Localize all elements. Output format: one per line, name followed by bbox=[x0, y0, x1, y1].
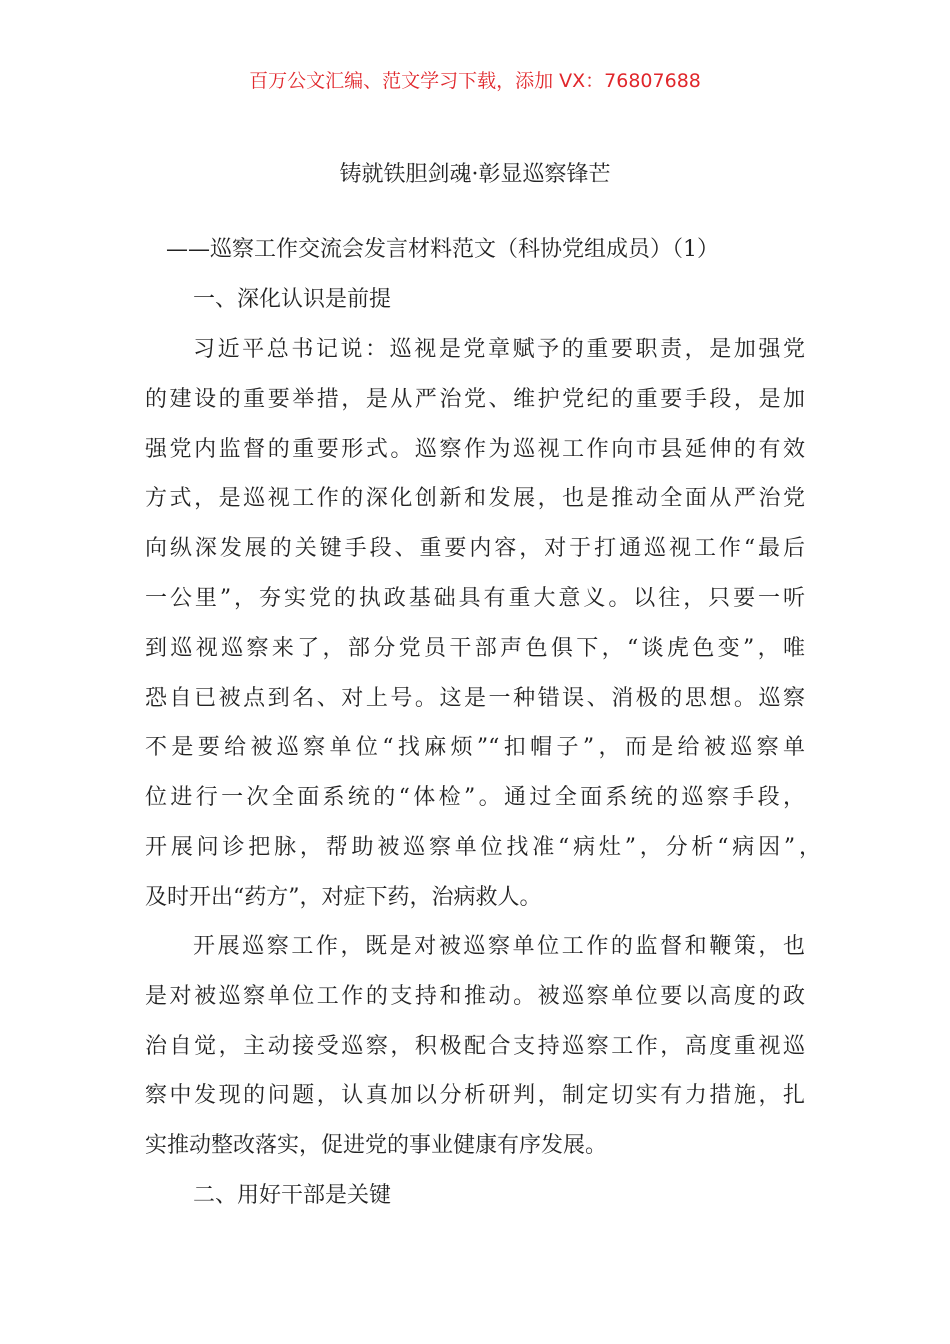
text-line: 位进行一次全面系统的“体检”。通过全面系统的巡察手段， bbox=[145, 785, 805, 811]
section-heading-2: 二、用好干部是关键 bbox=[193, 1183, 392, 1208]
document-subtitle: ——巡察工作交流会发言材料范文（科协党组成员）（1） bbox=[166, 237, 719, 262]
text-line: 开展巡察工作，既是对被巡察单位工作的监督和鞭策，也 bbox=[193, 934, 805, 959]
text-line: 实推动整改落实，促进党的事业健康有序发展。 bbox=[145, 1133, 608, 1159]
text-line: 的建设的重要举措，是从严治党、维护党纪的重要手段，是加 bbox=[145, 386, 805, 412]
text-line: 察中发现的问题，认真加以分析研判，制定切实有力措施，扎 bbox=[145, 1083, 805, 1109]
paragraph-2 bbox=[145, 922, 805, 1171]
text-line: 及时开出“药方”，对症下药，治病救人。 bbox=[145, 884, 542, 910]
text-line: 治自觉，主动接受巡察，积极配合支持巡察工作，高度重视巡 bbox=[145, 1033, 805, 1059]
paragraph-1 bbox=[145, 325, 821, 923]
text-line: 开展问诊把脉，帮助被巡察单位找准“病灶”，分析“病因”， bbox=[145, 834, 821, 860]
text-line: 方式，是巡视工作的深化创新和发展，也是推动全面从严治党 bbox=[145, 486, 805, 512]
text-line: 一公里”，夯实党的执政基础具有重大意义。以往，只要一听 bbox=[145, 585, 805, 611]
text-line: 习近平总书记说：巡视是党章赋予的重要职责，是加强党 bbox=[193, 337, 805, 362]
download-notice: 百万公文汇编、范文学习下载，添加 VX：76807688 bbox=[249, 70, 701, 92]
document-title: 铸就铁胆剑魂·彰显巡察锋芒 bbox=[339, 162, 611, 187]
text-line: 到巡视巡察来了，部分党员干部声色俱下，“谈虎色变”，唯 bbox=[145, 635, 805, 661]
section-heading-1: 一、深化认识是前提 bbox=[193, 287, 392, 312]
text-line: 是对被巡察单位工作的支持和推动。被巡察单位要以高度的政 bbox=[145, 983, 805, 1009]
text-line: 不是要给被巡察单位“找麻烦”“扣帽子”，而是给被巡察单 bbox=[145, 735, 805, 761]
text-line: 向纵深发展的关键手段、重要内容，对于打通巡视工作“最后 bbox=[145, 536, 805, 562]
text-line: 强党内监督的重要形式。巡察作为巡视工作向市县延伸的有效 bbox=[145, 436, 805, 462]
text-line: 恐自已被点到名、对上号。这是一种错误、消极的思想。巡察 bbox=[145, 685, 805, 711]
